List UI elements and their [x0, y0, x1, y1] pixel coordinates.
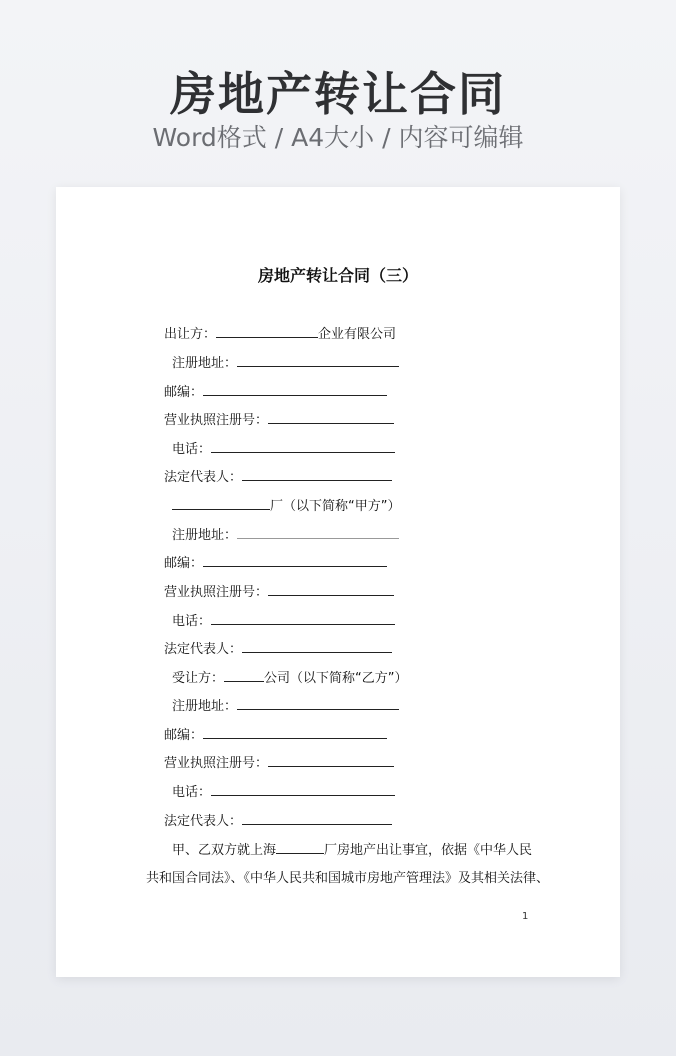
paragraph-text: 甲、乙双方就上海: [172, 843, 277, 858]
blank-field[interactable]: [268, 411, 394, 424]
field-line: [164, 812, 392, 831]
transferee-label: 受让方：: [172, 671, 225, 686]
field-label: 法定代表人：: [164, 814, 243, 829]
blank-field[interactable]: [242, 468, 392, 481]
blank-field[interactable]: [211, 783, 395, 796]
paragraph-text: 厂房地产出让事宜，依据《中华人民: [324, 843, 533, 858]
transferor-line: [164, 325, 396, 344]
field-line: [172, 526, 399, 545]
blank-field[interactable]: [224, 669, 264, 682]
transferor-label: 出让方：: [164, 327, 217, 342]
field-line: [172, 612, 395, 631]
field-line: [164, 468, 392, 487]
blank-field[interactable]: [211, 440, 395, 453]
party-a-suffix: 厂（以下简称“甲方”）: [270, 499, 401, 514]
field-line: [164, 383, 387, 402]
blank-field[interactable]: [268, 583, 394, 596]
banner-title: 房地产转让合同: [170, 67, 506, 121]
field-label: 邮编：: [164, 385, 204, 400]
blank-field[interactable]: [276, 841, 324, 854]
field-label: 营业执照注册号：: [164, 413, 269, 428]
transferee-line: [172, 669, 408, 688]
document-page: [56, 187, 620, 977]
blank-field[interactable]: [203, 554, 387, 567]
body-paragraph-line: [172, 841, 532, 860]
paragraph-text: 共和国合同法》、《中华人民共和国城市房地产管理法》及其相关法律、: [146, 871, 550, 886]
field-label: 营业执照注册号：: [164, 756, 269, 771]
field-label: 邮编：: [164, 728, 204, 743]
field-line: [172, 354, 399, 373]
field-line: [172, 440, 395, 459]
field-label: 注册地址：: [172, 356, 238, 371]
field-line: [172, 783, 395, 802]
transferee-suffix: 公司（以下简称“乙方”）: [264, 671, 408, 686]
field-label: 电话：: [172, 614, 212, 629]
blank-field[interactable]: [242, 640, 392, 653]
field-label: 法定代表人：: [164, 642, 243, 657]
blank-field[interactable]: [242, 812, 392, 825]
field-line: [172, 697, 399, 716]
field-label: 注册地址：: [172, 528, 238, 543]
transferor-suffix: 企业有限公司: [318, 327, 397, 342]
body-paragraph-line: [146, 870, 549, 888]
blank-field[interactable]: [237, 354, 399, 367]
blank-field[interactable]: [203, 726, 387, 739]
blank-field[interactable]: [216, 325, 318, 338]
blank-field[interactable]: [237, 697, 399, 710]
page-number: 1: [522, 911, 529, 922]
blank-field[interactable]: [211, 612, 395, 625]
field-label: 电话：: [172, 442, 212, 457]
banner-subtitle: Word格式 / A4大小 / 内容可编辑: [152, 123, 524, 152]
field-line: [164, 411, 394, 430]
field-line: [164, 640, 392, 659]
blank-field[interactable]: [203, 383, 387, 396]
blank-field[interactable]: [172, 497, 270, 510]
field-label: 注册地址：: [172, 699, 238, 714]
document-title: 房地产转让合同（三）: [257, 266, 418, 285]
field-line: [164, 583, 394, 602]
party-a-line: [172, 497, 400, 516]
field-label: 营业执照注册号：: [164, 585, 269, 600]
field-line: [164, 754, 394, 773]
blank-field[interactable]: [237, 526, 399, 539]
field-line: [164, 554, 387, 573]
field-label: 邮编：: [164, 556, 204, 571]
field-line: [164, 726, 387, 745]
field-label: 法定代表人：: [164, 470, 243, 485]
field-label: 电话：: [172, 785, 212, 800]
blank-field[interactable]: [268, 754, 394, 767]
